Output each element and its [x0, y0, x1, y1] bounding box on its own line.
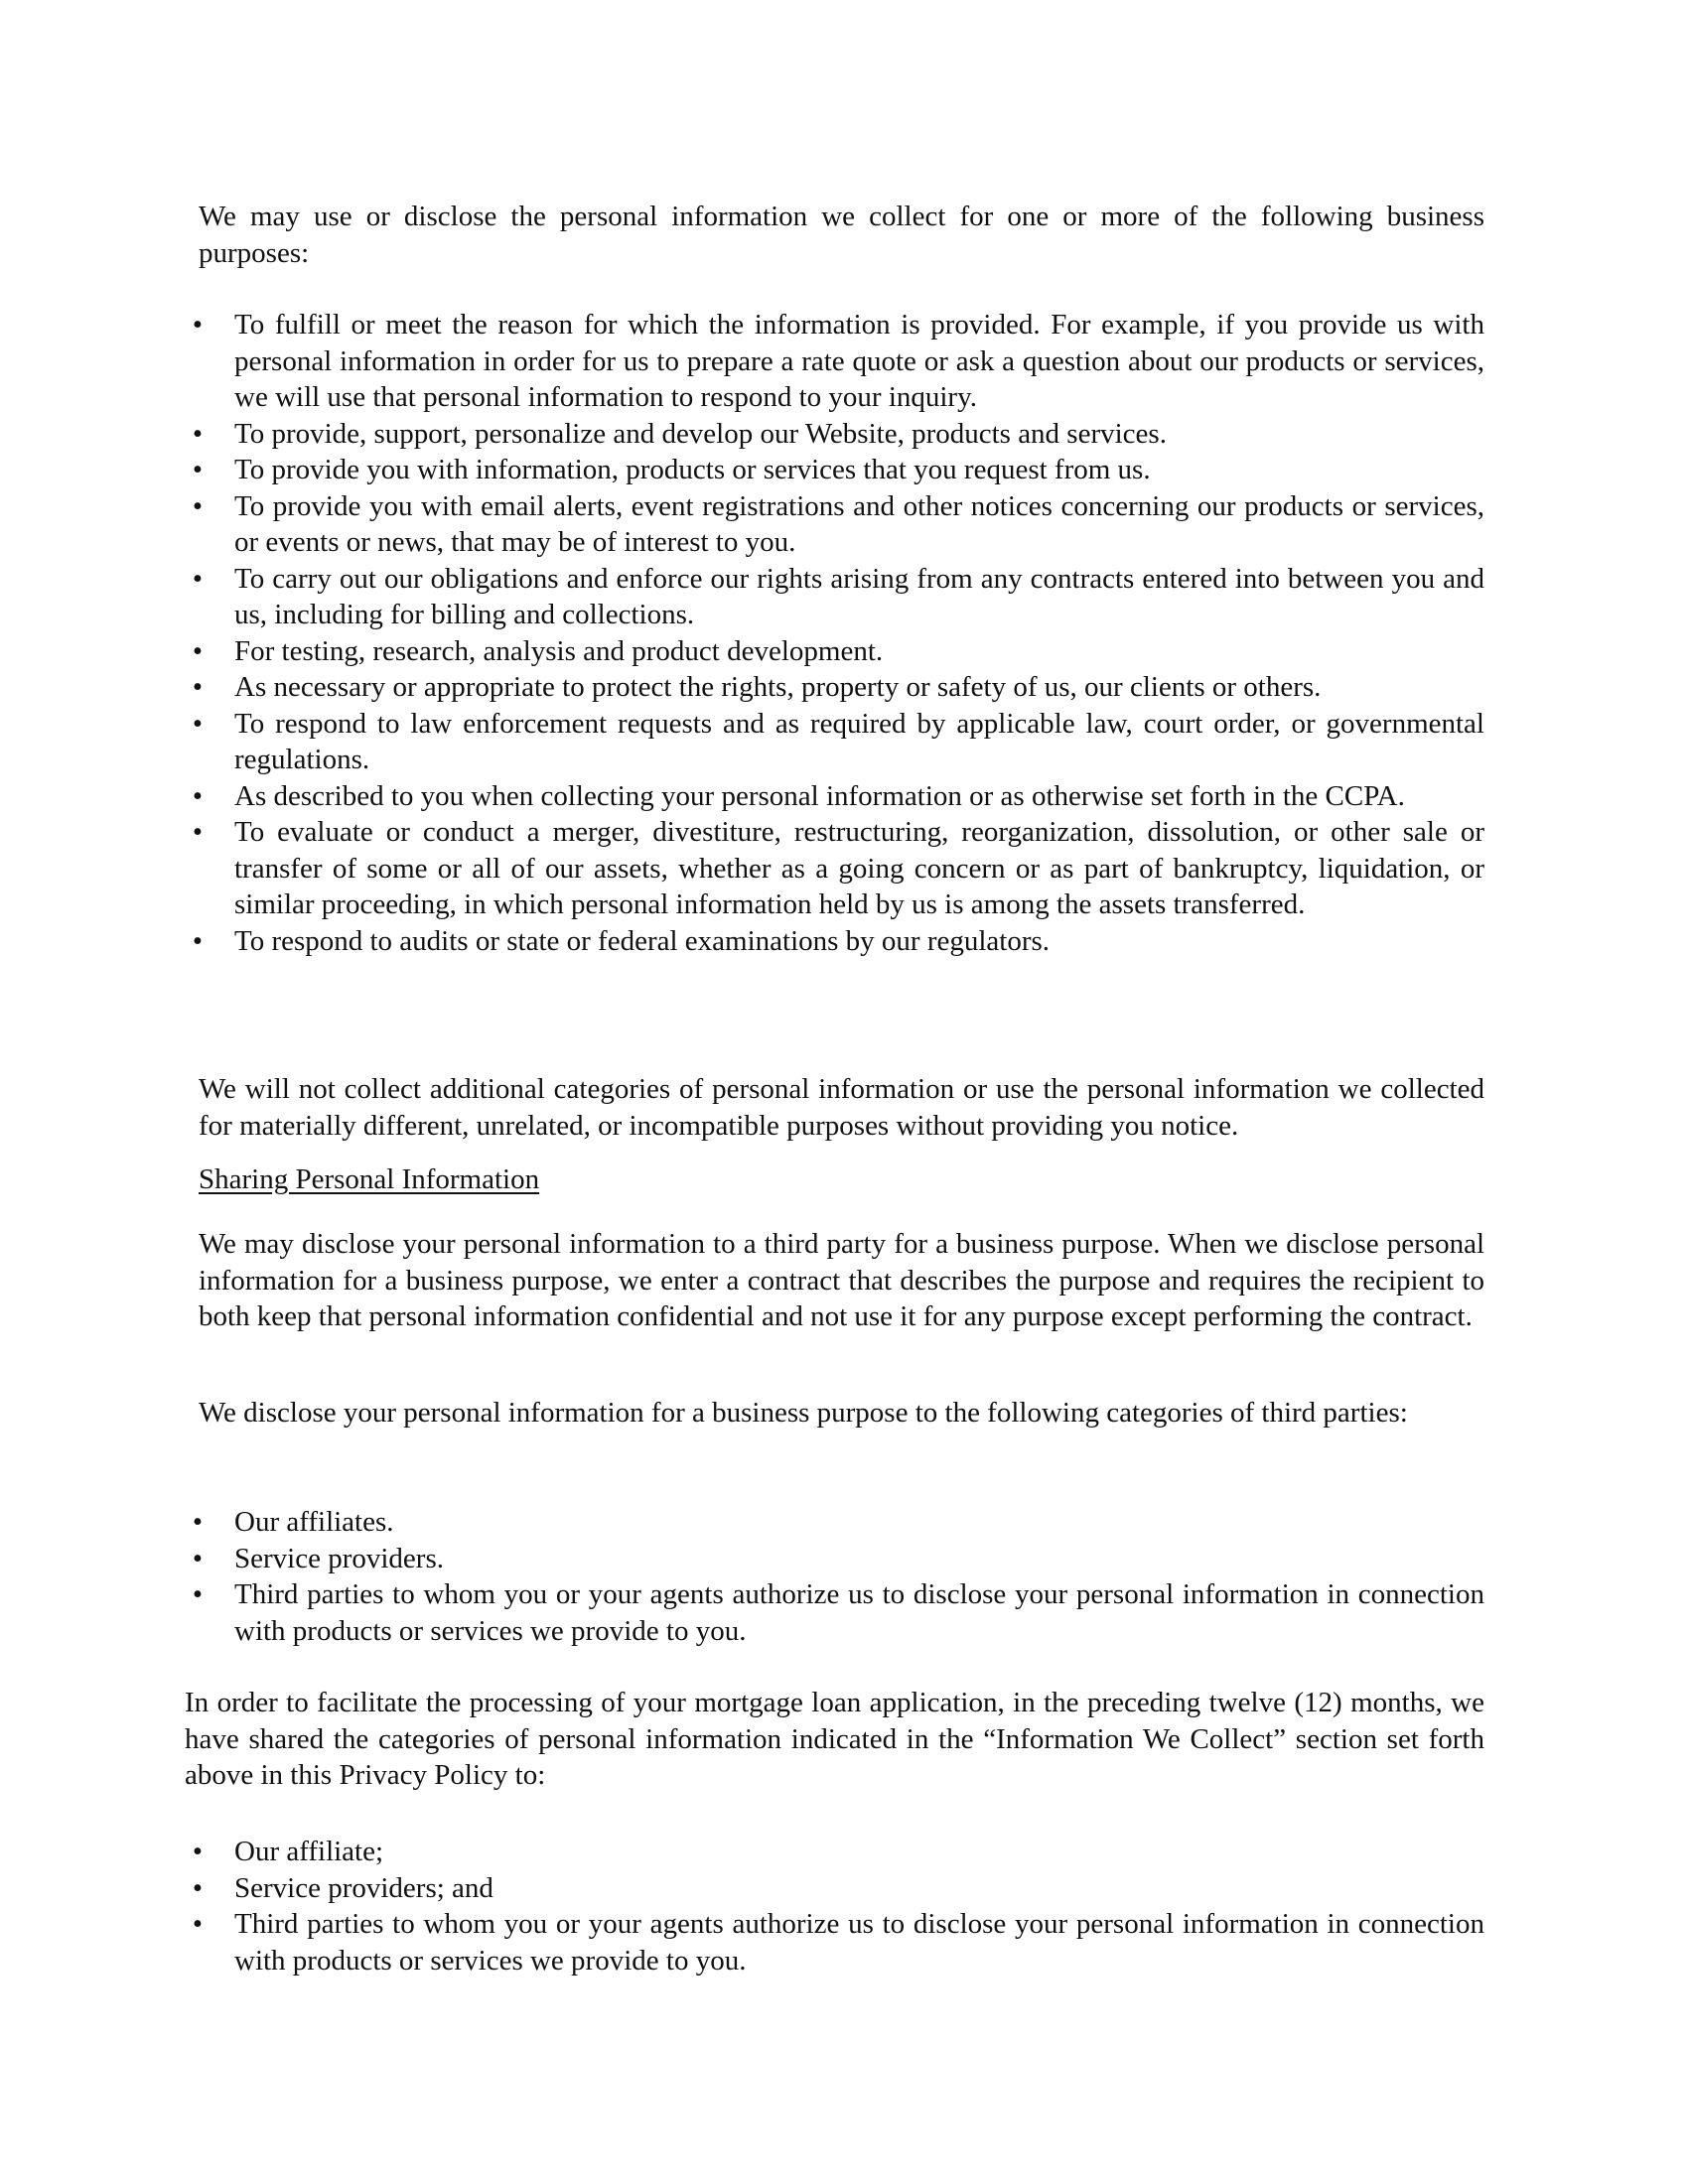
bullet-icon: • [192, 707, 204, 740]
bullet-icon: • [192, 489, 204, 522]
bullet-icon: • [192, 454, 204, 485]
bullet-icon: • [192, 779, 204, 812]
list-item: • Third parties to whom you or your agents authorize us to disclose your personal information in connection with products or services we provide to you. [192, 1908, 1484, 1977]
list-item: • To provide you with information, products or services that you request from us. [185, 452, 1484, 488]
business-purposes-list [185, 307, 1484, 959]
intro-paragraph: We may use or disclose the personal information we collect for one or more of the following business purposes: [199, 201, 1484, 269]
no-additional-paragraph: We will not collect additional categories of personal information or use the personal information we collected for materially different, unrelated, or incompatible purposes without providing you notice. [199, 1073, 1484, 1142]
list-item: • Our affiliates. [185, 1504, 1484, 1541]
bullet-icon: • [192, 924, 204, 957]
bullet-icon: • [192, 816, 204, 848]
shared-with-list [185, 1834, 1484, 1979]
list-item: • Service providers. [185, 1541, 1484, 1577]
list-item: • To provide, support, personalize and develop our Website, products and services. [185, 416, 1484, 453]
list-item: • To provide you with email alerts, event registrations and other notices concerning our products or services, or events or news, that may be of interest to you. [192, 489, 1484, 558]
list-item: • Our affiliate; [185, 1834, 1484, 1870]
sharing-heading: Sharing Personal Information [199, 1163, 540, 1195]
bullet-icon: • [192, 1578, 204, 1610]
sharing-paragraph-2: We disclose your personal information for a business purpose to the following categories of third parties: [199, 1397, 1408, 1429]
list-item: • For testing, research, analysis and product development. [185, 633, 1484, 670]
bullet-icon: • [192, 634, 204, 667]
bullet-icon: • [192, 1542, 204, 1574]
list-item: • To carry out our obligations and enforce our rights arising from any contracts entered into between you and us, including for billing and collections. [192, 562, 1484, 630]
list-item: • To fulfill or meet the reason for which the information is provided. For example, if you provide us with personal information in order for us to prepare a rate quote or ask a question about our products or services, we will use that personal information to respond to your inquiry. [192, 309, 1484, 413]
list-item: • As necessary or appropriate to protect the rights, property or safety of us, our clients or others. [185, 669, 1484, 706]
bullet-icon: • [192, 1506, 204, 1538]
list-item: • As described to you when collecting your personal information or as otherwise set forth in the CCPA. [185, 778, 1484, 815]
third-party-categories-list [185, 1504, 1484, 1649]
bullet-icon: • [192, 1908, 204, 1940]
sharing-paragraph-1: We may disclose your personal information to a third party for a business purpose. When we disclose personal information for a business purpose, we enter a contract that describes the purpose and requires the recipient to both keep that personal information confidential and not use it for any purpose except performing the contract. [199, 1228, 1484, 1332]
bullet-icon: • [192, 562, 204, 595]
list-item: • Service providers; and [185, 1870, 1484, 1907]
bullet-icon: • [192, 1836, 204, 1867]
list-item: • To evaluate or conduct a merger, divestiture, restructuring, reorganization, dissolution, or other sale or transfer of some or all of our assets, whether as a going concern or as part of bankruptcy, liquidation, or similar proceeding, in which personal information held by us is among the assets transferred. [192, 816, 1484, 920]
list-item: • To respond to audits or state or federal examinations by our regulators. [185, 923, 1484, 960]
bullet-icon: • [192, 309, 204, 341]
mortgage-paragraph: In order to facilitate the processing of your mortgage loan application, in the preceding twelve (12) months, we have shared the categories of personal information indicated in the “Information We Collect” section set forth above in this Privacy Policy to: [185, 1687, 1484, 1791]
bullet-icon: • [192, 671, 204, 703]
list-item: • Third parties to whom you or your agents authorize us to disclose your personal information in connection with products or services we provide to you. [192, 1578, 1484, 1647]
list-item: • To respond to law enforcement requests and as required by applicable law, court order, or governmental regulations. [192, 707, 1484, 775]
bullet-icon: • [192, 417, 204, 450]
bullet-icon: • [192, 1871, 204, 1904]
